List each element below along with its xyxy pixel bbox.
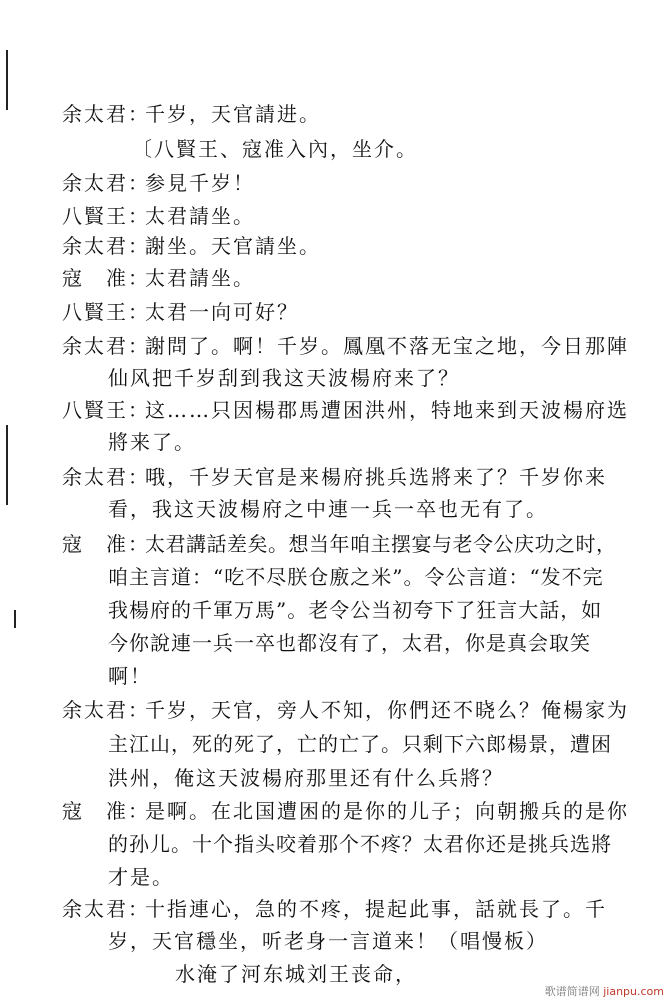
speaker-label: 八賢王： [62,300,150,324]
speaker-label: 余太君： [62,698,150,722]
dialogue-text: 太君請坐。 [145,266,255,290]
dialogue-text: 主江山，死的死了，亡的亡了。只剩下六郎楊景，遭困 [108,732,612,756]
dialogue-text: 我楊府的千軍万馬”。老令公当初夸下了狂言大話，如 [108,598,603,622]
dialogue-text: 千岁，天官，旁人不知，你們还不晓么？俺楊家为 [145,698,629,722]
dialogue-text: 謝坐。天官請坐。 [145,234,321,258]
dialogue-text: 才是。 [108,865,174,889]
dialogue-text: 岁，天官穩坐，听老身一言道来！（唱慢板） [108,929,548,953]
scan-margin-mark [6,50,8,110]
dialogue-text: 哦，千岁天官是来楊府挑兵选將来了？千岁你来 [145,465,607,489]
dialogue-text: 十指連心，急的不疼，提起此事，話就長了。千 [145,897,607,921]
dialogue-text: 太君一向可好？ [145,300,299,324]
dialogue-text: 今你說連一兵一卒也都沒有了，太君，你是真会取笑 [108,631,591,655]
dialogue-text: 的孙儿。十个指头咬着那个不疼？太君你还是挑兵选將 [108,832,612,856]
dialogue-text: 咱主言道：“吃不尽朕仓廒之米”。令公言道：“发不完 [108,565,604,589]
speaker-label: 余太君： [62,465,150,489]
scan-margin-mark [6,425,8,505]
speaker-label: 寇 准： [62,266,150,290]
watermark-latin: jianpu.com [603,985,664,998]
speaker-label: 八賢王： [62,398,150,422]
dialogue-text: 洪州，俺这天波楊府那里还有什么兵將？ [108,766,504,790]
speaker-label: 余太君： [62,234,150,258]
speaker-label: 余太君： [62,102,150,126]
dialogue-text: 水淹了河东城刘王丧命， [175,962,417,986]
stage-direction: 〔八賢王、寇准入內，坐介。 [132,137,418,161]
dialogue-text: 这……只因楊郡馬遭困洪州，特地来到天波楊府选 [145,398,629,422]
dialogue-text: 千岁，天官請进。 [145,102,321,126]
speaker-label: 寇 准： [62,532,150,556]
speaker-label: 八賢王： [62,204,150,228]
speaker-label: 余太君： [62,334,150,358]
dialogue-text: 是啊。在北国遭困的是你的儿子；向朝搬兵的是你 [145,799,629,823]
dialogue-text: 啊！ [108,664,152,688]
scan-margin-mark [14,610,16,628]
speaker-label: 寇 准： [62,799,150,823]
speaker-label: 余太君： [62,897,150,921]
watermark-cn: 歌谱简谱网 [544,985,600,998]
speaker-label: 余太君： [62,171,150,195]
watermark [545,983,664,999]
dialogue-text: 太君講話差矣。想当年咱主摆宴与老令公庆功之时， [145,532,617,556]
dialogue-text: 仙风把千岁刮到我这天波楊府来了？ [108,366,460,390]
dialogue-text: 將来了。 [108,430,196,454]
dialogue-text: 謝問了。啊！千岁。鳳凰不落无宝之地，今日那陣 [145,334,629,358]
dialogue-text: 太君請坐。 [145,204,255,228]
dialogue-text: 看，我这天波楊府之中連一兵一卒也无有了。 [108,497,548,521]
dialogue-text: 参見千岁！ [145,171,255,195]
